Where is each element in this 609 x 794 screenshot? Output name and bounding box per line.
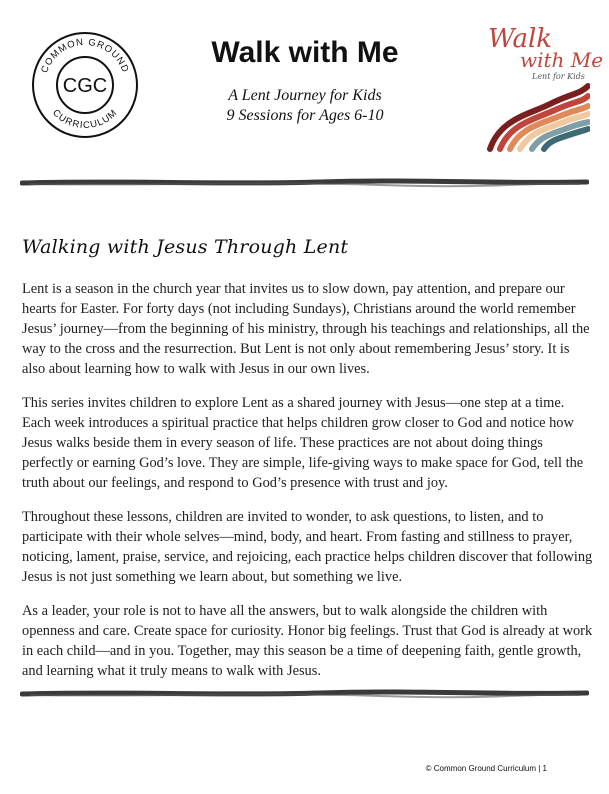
page-title: Walk with Me <box>211 36 399 69</box>
logo-ring-top-text: COMMON GROUND <box>39 36 131 75</box>
subtitle-line-1: A Lent Journey for Kids <box>228 87 382 104</box>
series-logo-word-1: Walk <box>488 24 553 54</box>
paragraph-1: Lent is a season in the church year that invites us to slow down, pay attention, and prepare our hearts for Easter. For forty days (not including Sundays), Christians around the world remember Jesus’ journey—from the beginning of his ministry, through his teachings and relationships, all the way to the cross and the resurrection. But Lent is not only about remembering Jesus’ story. It is also about learning how to walk with Jesus in our own lives. <box>22 281 590 377</box>
brush-divider-bottom <box>20 688 589 700</box>
paragraph-3: Throughout these lessons, children are invited to wonder, to ask questions, to listen, and to participate with their whole selves—mind, body, and heart. From fasting and stillness to prayer, noticing, lament, praise, service, and rejoicing, each practice helps children discover that following Jesus is not just something we learn about, but something we live. <box>22 509 593 585</box>
series-logo-word-2: with Me <box>520 48 604 72</box>
logo-monogram: CGC <box>62 75 108 97</box>
paragraph-4: As a leader, your role is not to have all the answers, but to walk alongside the children with openness and care. Create space for curiosity. Honor big feelings. Trust that God is already at work in each child—and in you. Together, may this season be a time of deepening faith, gentle growth, and learning what it truly means to walk with Jesus. <box>22 603 593 679</box>
cgc-logo <box>30 30 140 140</box>
series-logo-tagline: Lent for Kids <box>532 72 585 81</box>
svg-text:COMMON GROUND <box>39 37 131 75</box>
svg-text:CURRICULUM <box>50 107 120 131</box>
section-heading: Walking with Jesus Through Lent <box>22 236 349 258</box>
paragraph-2: This series invites children to explore Lent as a shared journey with Jesus—one step at a time. Each week introduces a spiritual practice that helps children grow closer to God and notice how Jesus walks beside them in every season of life. These practices are not about doing things perfectly or earning God’s love. They are simple, life-giving ways to make space for God, tell the truth about our feelings, and respond to God’s presence with trust and joy. <box>22 395 584 491</box>
footer-copyright: © Common Ground Curriculum | 1 <box>425 764 547 773</box>
brush-divider-top <box>20 177 589 189</box>
logo-ring-bottom-text: CURRICULUM <box>50 107 120 132</box>
subtitle-line-2: 9 Sessions for Ages 6-10 <box>226 107 384 124</box>
body-text <box>22 279 594 695</box>
